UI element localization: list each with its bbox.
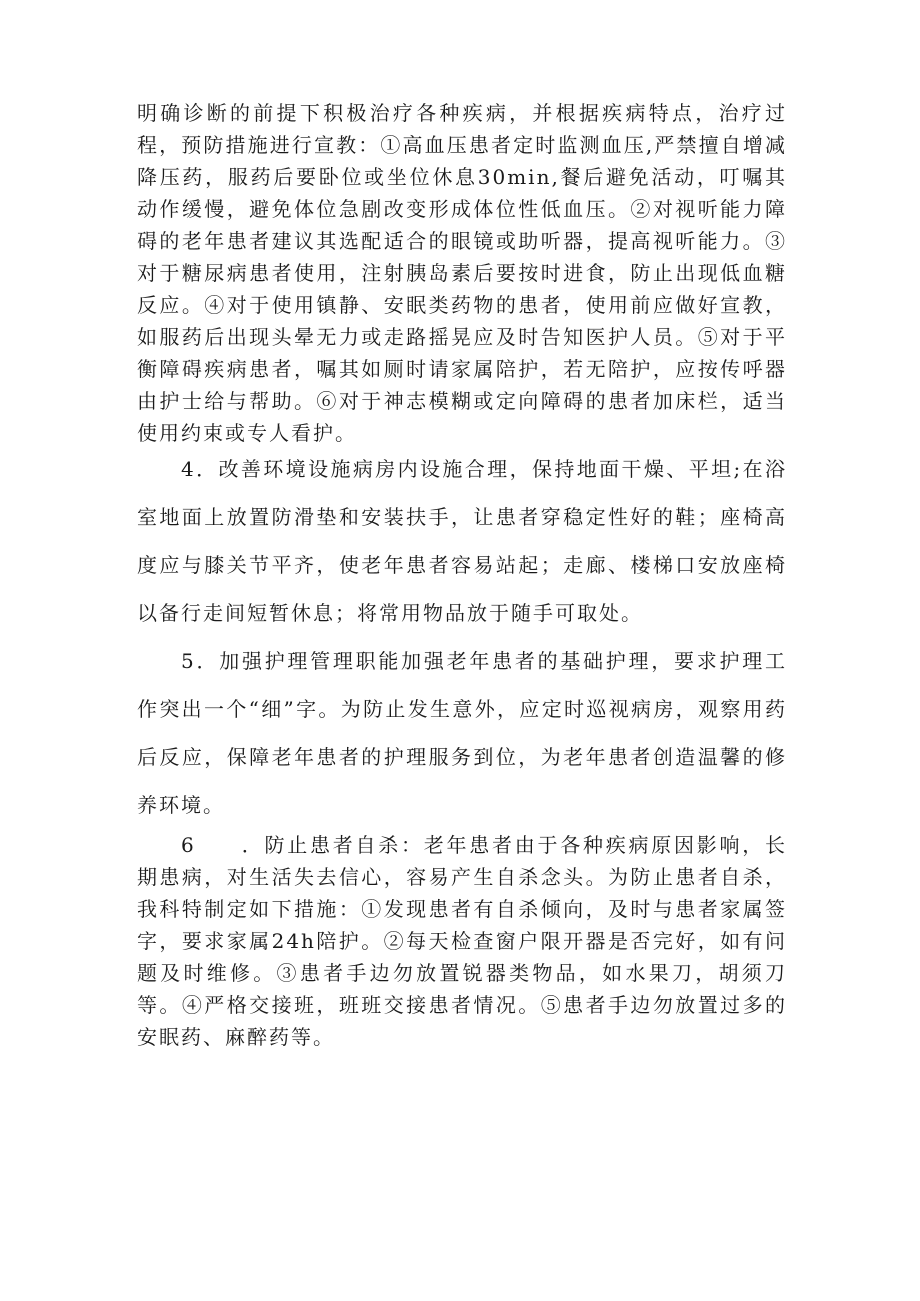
paragraph-suicide-prevention: [137, 829, 787, 1053]
paragraph-number: 6: [181, 833, 196, 857]
paragraph-nursing-management: 5．加强护理管理职能加强老年患者的基础护理，要求护理工作突出一个“细”字。为防止发生意外，应定时巡视病房，观察用药后反应，保障老年患者的护理服务到位，为老年患者创造温馨的修养环境。: [137, 649, 787, 817]
paragraph-fall-prevention-education: 明确诊断的前提下积极治疗各种疾病，并根据疾病特点，治疗过程，预防措施进行宣教：①高血压患者定时监测血压,严禁擅自增减降压药，服药后要卧位或坐位休息30min,餐后避免活动，叮嘱其动作缓慢，避免体位急剧改变形成体位性低血压。②对视听能力障碍的老年患者建议其选配适合的眼镜或助听器，提高视听能力。③对于糖尿病患者使用，注射胰岛素后要按时进食，防止出现低血糖反应。④对于使用镇静、安眠类药物的患者，使用前应做好宣教，如服药后出现头晕无力或走路摇晃应及时告知医护人员。⑤对于平衡障碍疾病患者，嘱其如厕时请家属陪护，若无陪护，应按传呼器由护士给与帮助。⑥对于神志模糊或定向障碍的患者加床栏，适当使用约束或专人看护。: [137, 101, 787, 445]
paragraph-text: ．防止患者自杀：老年患者由于各种疾病原因影响，长期患病，对生活失去信心，容易产生自杀念头。为防止患者自杀，我科特制定如下措施：①发现患者有自杀倾向，及时与患者家属签字，要求家属24h陪护。②每天检查窗户限开器是否完好，如有问题及时维修。③患者手边勿放置锐器类物品，如水果刀，胡须刀等。④严格交接班，班班交接患者情况。⑤患者手边勿放置过多的安眠药、麻醉药等。: [137, 833, 787, 1049]
paragraph-environment-improvement: 4．改善环境设施病房内设施合理，保持地面干燥、平坦;在浴室地面上放置防滑垫和安装扶手，让患者穿稳定性好的鞋；座椅高度应与膝关节平齐，使老年患者容易站起；走廊、楼梯口安放座椅以备行走间短暂休息；将常用物品放于随手可取处。: [137, 457, 787, 625]
